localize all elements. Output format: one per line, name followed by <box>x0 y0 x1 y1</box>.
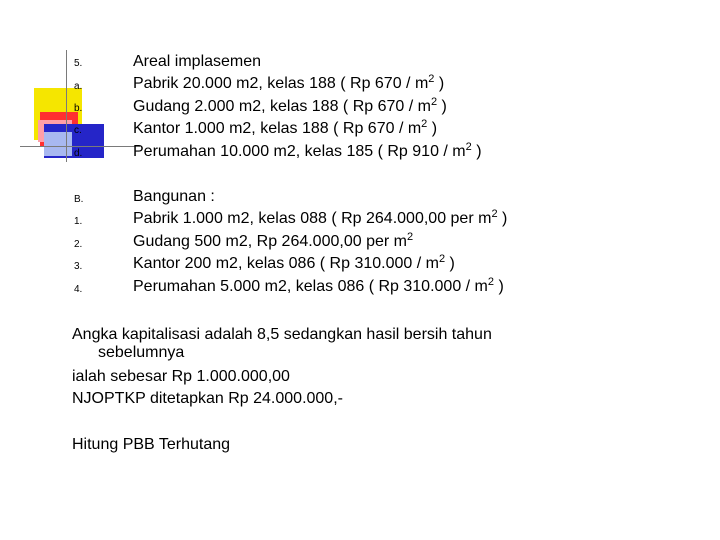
note-njoptkp: NJOPTKP ditetapkan Rp 24.000.000,- <box>72 390 343 407</box>
list-item-tail: ) <box>437 98 447 115</box>
list-marker-3: 3. <box>74 261 83 272</box>
list-item-text: Bangunan : <box>133 188 215 205</box>
list-item-tail: ) <box>494 278 504 295</box>
list-item-text: Perumahan 5.000 m2, kelas 086 ( Rp 310.000 / m <box>133 278 488 295</box>
superscript: 2 <box>487 276 494 288</box>
list-marker-b-upper: B. <box>74 194 84 205</box>
note-hasil-bersih: ialah sebesar Rp 1.000.000,00 <box>72 368 290 385</box>
list-marker-a: a. <box>74 81 83 92</box>
superscript: 2 <box>491 208 498 220</box>
list-item-text: Perumahan 10.000 m2, kelas 185 ( Rp 910 / m <box>133 143 466 160</box>
list-item-pabrik <box>133 74 444 94</box>
list-item-tail: ) <box>471 143 482 160</box>
list-item-tail: ) <box>434 75 445 92</box>
list-marker-1: 1. <box>74 216 83 227</box>
list-item-areal-implasemen <box>133 52 261 72</box>
list-item-tail: ) <box>427 120 438 137</box>
decorative-vertical-line <box>66 50 67 162</box>
list-item-kantor-bangunan <box>133 254 455 274</box>
list-item-gudang-bangunan <box>133 232 413 252</box>
list-item-text: Kantor 200 m2, kelas 086 ( Rp 310.000 / m <box>133 255 439 272</box>
list-item-text: Pabrik 20.000 m2, kelas 188 ( Rp 670 / m <box>133 75 429 92</box>
list-item-text: Kantor 1.000 m2, kelas 188 ( Rp 670 / m <box>133 120 422 137</box>
decorative-horizontal-line <box>20 146 140 147</box>
list-marker-c: c. <box>74 125 82 136</box>
list-marker-4: 4. <box>74 284 83 295</box>
note-sebelumnya: sebelumnya <box>98 344 185 361</box>
list-marker-5: 5. <box>74 58 83 69</box>
superscript: 2 <box>421 118 428 130</box>
superscript: 2 <box>428 73 435 85</box>
decorative-lightblue-square <box>44 132 72 156</box>
list-marker-b: b. <box>74 103 83 114</box>
list-item-pabrik-bangunan <box>133 209 507 229</box>
list-marker-2: 2. <box>74 239 83 250</box>
list-item-kantor <box>133 119 437 139</box>
list-item-tail: ) <box>497 210 508 227</box>
list-item-tail: ) <box>445 255 455 272</box>
list-item-perumahan <box>133 142 482 162</box>
list-item-text: Areal implasemen <box>133 53 262 70</box>
superscript: 2 <box>465 141 472 153</box>
list-item-text: Gudang 500 m2, Rp 264.000,00 per m <box>133 233 407 250</box>
task-instruction: Hitung PBB Terhutang <box>72 436 231 453</box>
list-item-text: Gudang 2.000 m2, kelas 188 ( Rp 670 / m <box>133 98 431 115</box>
list-item-bangunan <box>133 187 215 207</box>
list-item-text: Pabrik 1.000 m2, kelas 088 ( Rp 264.000,00 per m <box>133 210 492 227</box>
superscript: 2 <box>438 253 446 265</box>
note-kapitalisasi: Angka kapitalisasi adalah 8,5 sedangkan hasil bersih tahun <box>72 326 492 343</box>
superscript: 2 <box>406 231 414 243</box>
superscript: 2 <box>430 96 438 108</box>
list-item-perumahan-bangunan <box>133 277 504 297</box>
list-item-gudang <box>133 97 447 117</box>
list-marker-d: d. <box>74 148 83 159</box>
